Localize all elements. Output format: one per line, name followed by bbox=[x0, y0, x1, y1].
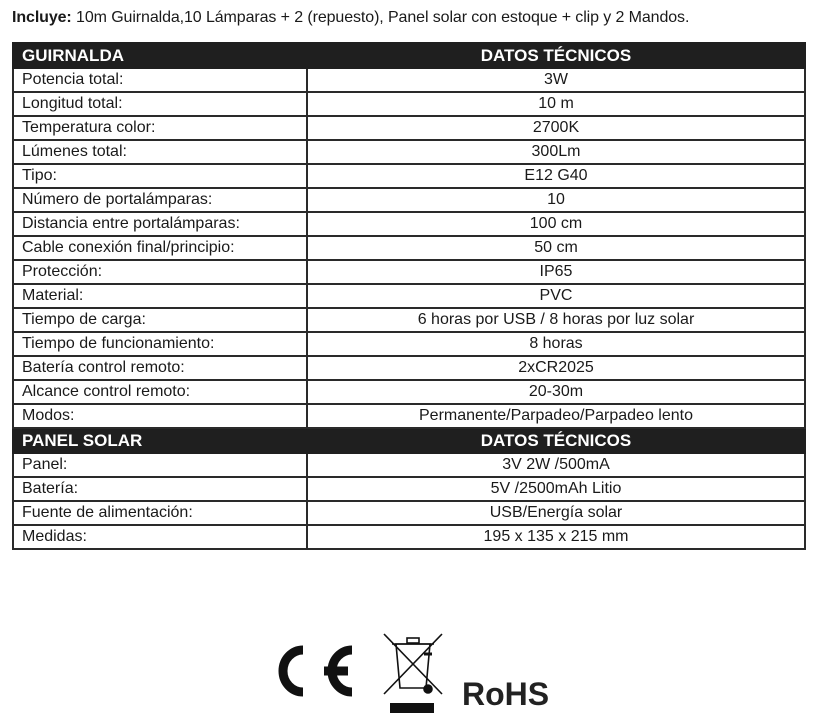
spec-value: 8 horas bbox=[307, 332, 805, 356]
spec-label: Cable conexión final/principio: bbox=[13, 236, 307, 260]
spec-value: 2xCR2025 bbox=[307, 356, 805, 380]
spec-label: Panel: bbox=[13, 453, 307, 477]
spec-value: 3W bbox=[307, 68, 805, 92]
spec-label: Número de portalámparas: bbox=[13, 188, 307, 212]
section-value-title: DATOS TÉCNICOS bbox=[307, 43, 805, 68]
spec-value: USB/Energía solar bbox=[307, 501, 805, 525]
spec-value: 50 cm bbox=[307, 236, 805, 260]
spec-label: Temperatura color: bbox=[13, 116, 307, 140]
includes-label: Incluye: bbox=[12, 9, 72, 26]
rohs-text: RoHS bbox=[462, 676, 550, 712]
table-row bbox=[13, 453, 805, 477]
certification-logos bbox=[262, 630, 562, 714]
spec-value: 10 bbox=[307, 188, 805, 212]
table-row bbox=[13, 164, 805, 188]
spec-value: IP65 bbox=[307, 260, 805, 284]
table-row bbox=[13, 212, 805, 236]
spec-label: Protección: bbox=[13, 260, 307, 284]
table-row bbox=[13, 188, 805, 212]
spec-value: E12 G40 bbox=[307, 164, 805, 188]
spec-value: 3V 2W /500mA bbox=[307, 453, 805, 477]
table-row bbox=[13, 116, 805, 140]
spec-value: 2700K bbox=[307, 116, 805, 140]
table-row bbox=[13, 308, 805, 332]
spec-label: Medidas: bbox=[13, 525, 307, 549]
spec-label: Batería: bbox=[13, 477, 307, 501]
table-row bbox=[13, 477, 805, 501]
spec-label: Tiempo de funcionamiento: bbox=[13, 332, 307, 356]
table-row bbox=[13, 501, 805, 525]
table-row bbox=[13, 68, 805, 92]
table-row bbox=[13, 380, 805, 404]
includes-content: 10m Guirnalda,10 Lámparas + 2 (repuesto), Panel solar con estoque + clip y 2 Mandos. bbox=[71, 9, 690, 26]
bin-underline-icon bbox=[390, 703, 434, 713]
spec-label: Modos: bbox=[13, 404, 307, 428]
table-row bbox=[13, 260, 805, 284]
spec-value: 100 cm bbox=[307, 212, 805, 236]
spec-value: 10 m bbox=[307, 92, 805, 116]
section-title: GUIRNALDA bbox=[13, 43, 307, 68]
spec-label: Longitud total: bbox=[13, 92, 307, 116]
table-row bbox=[13, 356, 805, 380]
spec-label: Tipo: bbox=[13, 164, 307, 188]
spec-value: 6 horas por USB / 8 horas por luz solar bbox=[307, 308, 805, 332]
table-row bbox=[13, 284, 805, 308]
spec-label: Fuente de alimentación: bbox=[13, 501, 307, 525]
spec-value: Permanente/Parpadeo/Parpadeo lento bbox=[307, 404, 805, 428]
spec-label: Material: bbox=[13, 284, 307, 308]
spec-label: Alcance control remoto: bbox=[13, 380, 307, 404]
table-row bbox=[13, 236, 805, 260]
section-title: PANEL SOLAR bbox=[13, 428, 307, 453]
spec-value: 5V /2500mAh Litio bbox=[307, 477, 805, 501]
spec-value: PVC bbox=[307, 284, 805, 308]
ce-mark-icon bbox=[283, 650, 352, 692]
crossed-bin-icon bbox=[384, 634, 442, 694]
spec-label: Lúmenes total: bbox=[13, 140, 307, 164]
guirnalda-header-row bbox=[13, 43, 805, 68]
table-row bbox=[13, 332, 805, 356]
table-row bbox=[13, 404, 805, 428]
spec-label: Batería control remoto: bbox=[13, 356, 307, 380]
spec-label: Tiempo de carga: bbox=[13, 308, 307, 332]
spec-table bbox=[12, 42, 806, 550]
spec-label: Potencia total: bbox=[13, 68, 307, 92]
section-value-title: DATOS TÉCNICOS bbox=[307, 428, 805, 453]
table-row bbox=[13, 140, 805, 164]
includes-text bbox=[12, 9, 689, 27]
spec-value: 20-30m bbox=[307, 380, 805, 404]
spec-label: Distancia entre portalámparas: bbox=[13, 212, 307, 236]
spec-value: 195 x 135 x 215 mm bbox=[307, 525, 805, 549]
table-row bbox=[13, 525, 805, 549]
spec-value: 300Lm bbox=[307, 140, 805, 164]
panel-header-row bbox=[13, 428, 805, 453]
table-row bbox=[13, 92, 805, 116]
